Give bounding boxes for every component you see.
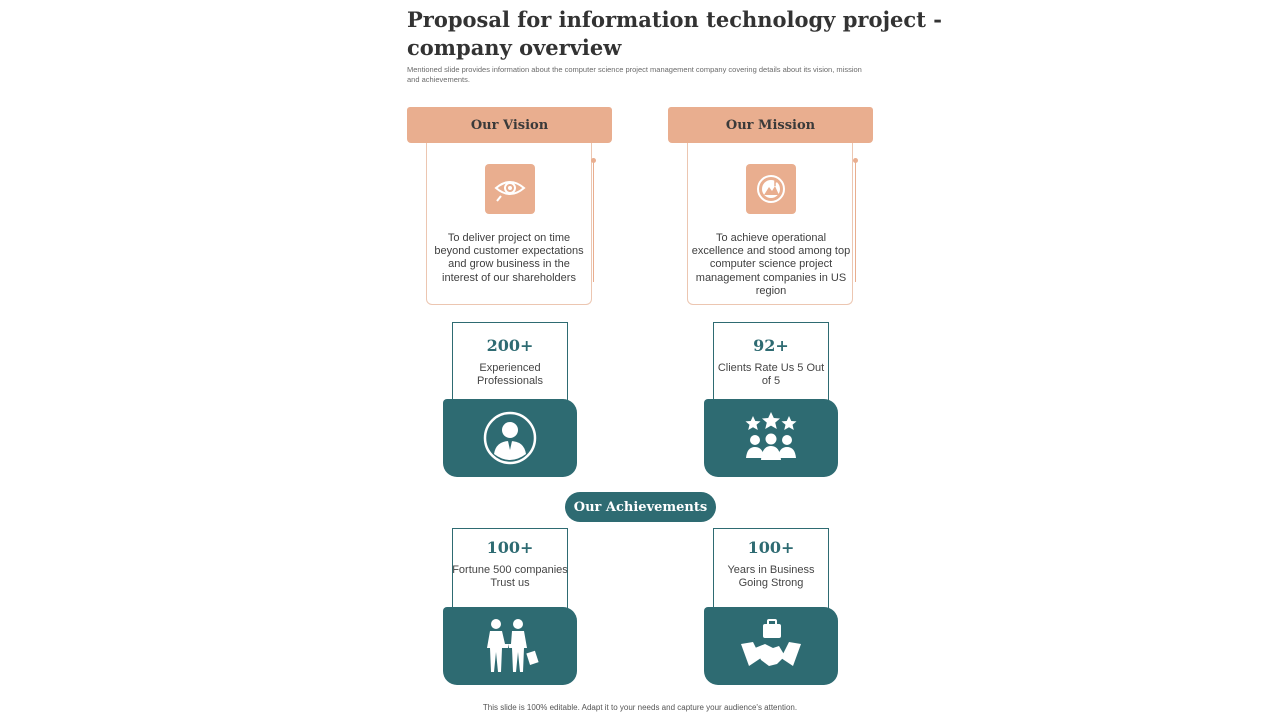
stat-value: 100+	[747, 538, 795, 557]
mission-connector-dot	[853, 158, 858, 163]
stat-label: Years in Business Going Strong	[727, 564, 815, 589]
mission-icon-tile	[746, 164, 796, 214]
stat-value: 200+	[486, 336, 534, 355]
mission-connector-line	[855, 162, 856, 282]
eye-icon	[493, 176, 527, 202]
stat-icon-tile	[704, 399, 838, 477]
vision-connector-dot	[591, 158, 596, 163]
mission-heading: Our Mission	[725, 117, 816, 133]
vision-text: To deliver project on time beyond customer expectations and grow business in the interest of our shareholders	[434, 232, 584, 284]
stat-label: Fortune 500 companies Trust us	[452, 564, 568, 589]
stat-label: Clients Rate Us 5 Out of 5	[717, 362, 825, 387]
stat-value: 100+	[486, 538, 534, 557]
stat-icon-tile	[704, 607, 838, 685]
vision-heading-tab	[407, 107, 612, 143]
stat-icon-tile	[443, 607, 577, 685]
achievements-heading-pill	[565, 492, 716, 522]
business-handshake-icon	[739, 618, 803, 674]
mission-heading-tab	[668, 107, 873, 143]
page-subtitle: Mentioned slide provides information about the computer science project management company covering details about its vision, mission and achievements.	[407, 65, 862, 84]
professional-avatar-icon	[482, 410, 538, 466]
rating-group-icon	[743, 412, 799, 464]
achievements-heading: Our Achievements	[573, 499, 708, 515]
page-title: Proposal for information technology project - company overview	[407, 7, 942, 60]
partners-handshake-icon	[478, 618, 542, 674]
stat-icon-tile	[443, 399, 577, 477]
footer-note: This slide is 100% editable. Adapt it to your needs and capture your audience's attention.	[482, 703, 798, 712]
vision-icon-tile	[485, 164, 535, 214]
target-mountain-icon	[756, 174, 786, 204]
mission-text: To achieve operational excellence and stood among top computer science project management companies in US region	[691, 232, 851, 297]
stat-value: 92+	[753, 336, 789, 355]
vision-connector-line	[593, 162, 594, 282]
vision-heading: Our Vision	[470, 117, 549, 133]
stat-label: Experienced Professionals	[476, 362, 544, 387]
